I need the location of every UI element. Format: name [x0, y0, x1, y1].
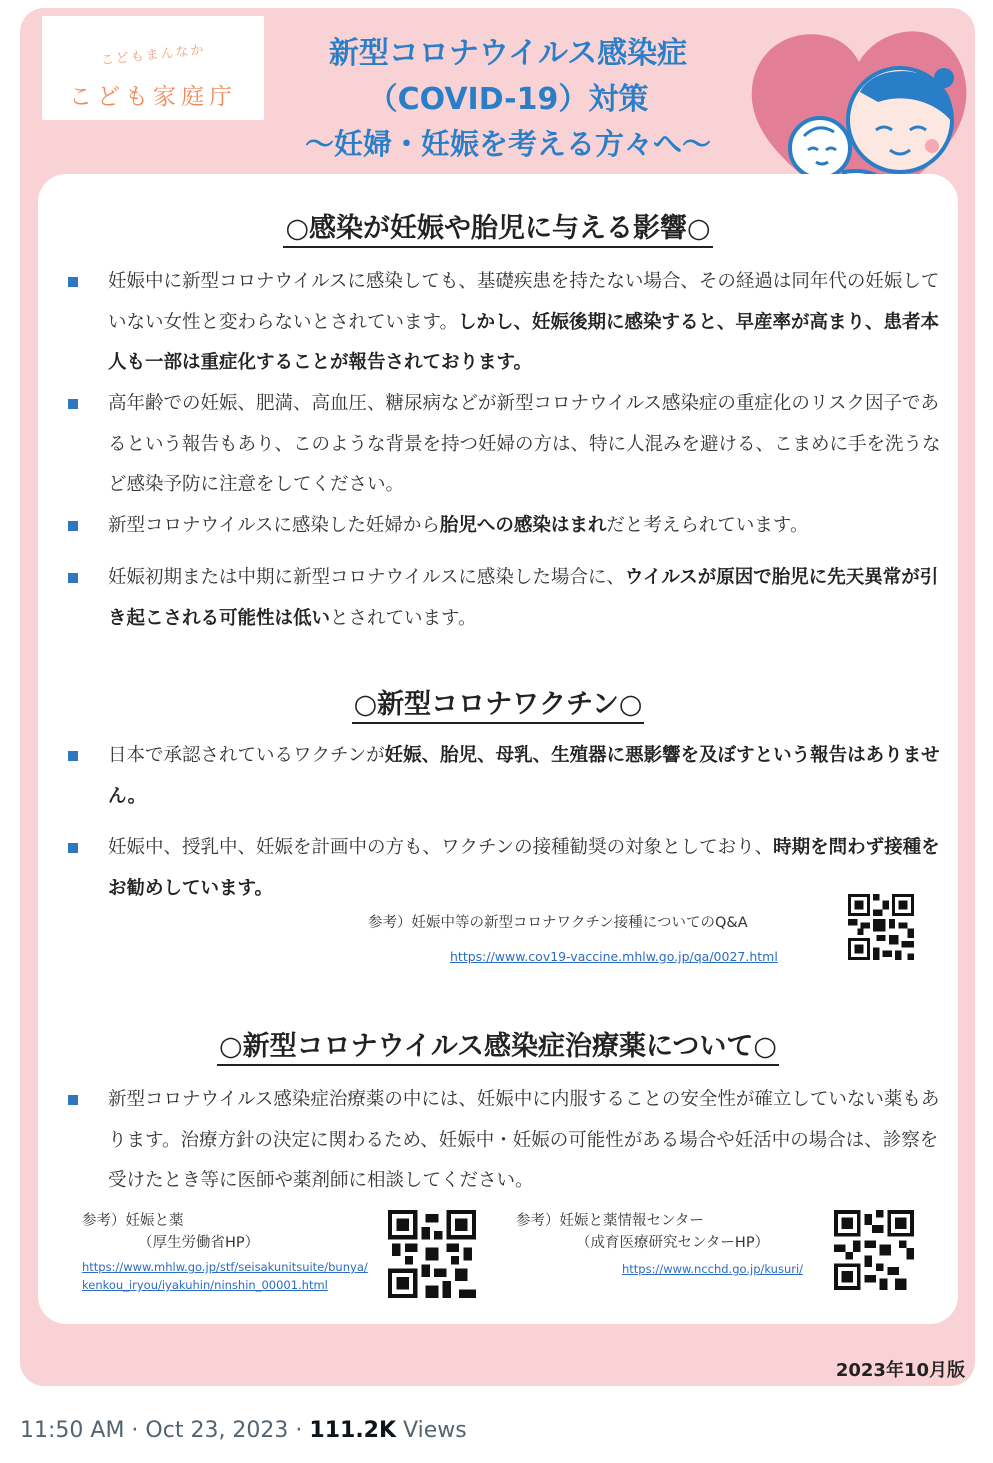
- ncchd-link[interactable]: https://www.ncchd.go.jp/kusuri/: [622, 1262, 804, 1276]
- meta-separator: ·: [124, 1418, 146, 1443]
- section-1-bullet-1: 妊娠中に新型コロナウイルスに感染しても、基礎疾患を持たない場合、その経過は同年代の妊娠していない女性と変わらないとされています。しかし、妊娠後期に感染すると、早産率が高まり、患者本人も一部は重症化することが報告されております。: [68, 262, 948, 384]
- mhlw-reference-label: 参考）妊娠と薬: [82, 1213, 184, 1229]
- edition-date: 2023年10月版: [835, 1360, 965, 1381]
- logo-tagline: こどもまんなか: [100, 42, 207, 69]
- mhlw-link-line-1[interactable]: https://www.mhlw.go.jp/stf/seisakunitsuite/bunya/: [82, 1260, 368, 1274]
- vaccine-qa-link[interactable]: https://www.cov19-vaccine.mhlw.go.jp/qa/0027.html: [450, 949, 778, 964]
- section-1-heading: ○感染が妊娠や胎児に与える影響○: [38, 206, 958, 245]
- section-2-bullet-1: 日本で承認されているワクチンが妊娠、胎児、母乳、生殖器に悪影響を及ぼすという報告はありません。: [68, 736, 948, 817]
- views-label: Views: [403, 1418, 467, 1443]
- tweet-timestamp-link[interactable]: [20, 1418, 288, 1443]
- section-1-bullet-4: 妊娠初期または中期に新型コロナウイルスに感染した場合に、ウイルスが原因で胎児に先天異常が引き起こされる可能性は低いとされています。: [68, 558, 948, 639]
- section-3-bullet-1: 新型コロナウイルス感染症治療薬の中には、妊娠中に内服することの安全性が確立していない薬もあります。治療方針の決定に関わるため、妊娠中・妊娠の可能性がある場合や妊活中の場合は、診察を受けたとき等に医師や薬剤師に相談してください。: [68, 1080, 948, 1202]
- vaccine-qr-code-icon: [848, 894, 914, 960]
- tweet-date: Oct 23, 2023: [145, 1418, 289, 1443]
- title-line-1: 新型コロナウイルス感染症: [328, 36, 688, 71]
- views-count: 111.2K: [309, 1418, 397, 1443]
- ncchd-reference-source: （成育医療研究センターHP）: [576, 1235, 770, 1251]
- bullet-square-icon: [68, 573, 78, 583]
- bullet-square-icon: [68, 843, 78, 853]
- mhlw-link-line-2[interactable]: kenkou_iryou/iyakuhin/ninshin_00001.html: [82, 1278, 328, 1292]
- title-line-2: （COVID-19）対策: [367, 82, 649, 117]
- poster-card: [20, 8, 975, 1386]
- vaccine-reference-label: 参考）妊娠中等の新型コロナワクチン接種についてのQ&A: [368, 915, 748, 931]
- ncchd-qr-code-icon: [834, 1210, 914, 1290]
- bullet-square-icon: [68, 399, 78, 409]
- content-panel: [38, 174, 958, 1324]
- section-1-bullet-2: 高年齢での妊娠、肥満、高血圧、糖尿病などが新型コロナウイルス感染症の重症化のリスク因子であるという報告もあり、このような背景を持つ妊婦の方は、特に人混みを避ける、こまめに手を洗うなど感染予防に注意をしてください。: [68, 384, 948, 506]
- section-2-heading: ○新型コロナワクチン○: [38, 682, 958, 721]
- bullet-square-icon: [68, 521, 78, 531]
- section-1-bullet-3: 新型コロナウイルスに感染した妊婦から胎児への感染はまれだと考えられています。: [68, 506, 948, 547]
- section-3-heading: ○新型コロナウイルス感染症治療薬について○: [38, 1024, 958, 1063]
- section-2-bullet-2: 妊娠中、授乳中、妊娠を計画中の方も、ワクチンの接種勧奨の対象としており、時期を問わず接種をお勧めしています。: [68, 828, 948, 909]
- tweet-time: 11:50 AM: [20, 1418, 125, 1443]
- mhlw-reference-source: （厚生労働省HP）: [138, 1235, 260, 1251]
- meta-separator: ·: [288, 1418, 310, 1443]
- mhlw-qr-code-icon: [388, 1210, 476, 1298]
- ncchd-reference-label: 参考）妊娠と薬情報センター: [516, 1213, 704, 1229]
- logo-name: こども家庭庁: [69, 84, 237, 110]
- tweet-metadata: [20, 1418, 467, 1443]
- agency-logo: [42, 16, 264, 120]
- title-line-3: ～妊婦・妊娠を考える方々へ～: [304, 127, 711, 161]
- bullet-square-icon: [68, 1095, 78, 1105]
- bullet-square-icon: [68, 751, 78, 761]
- bullet-square-icon: [68, 277, 78, 287]
